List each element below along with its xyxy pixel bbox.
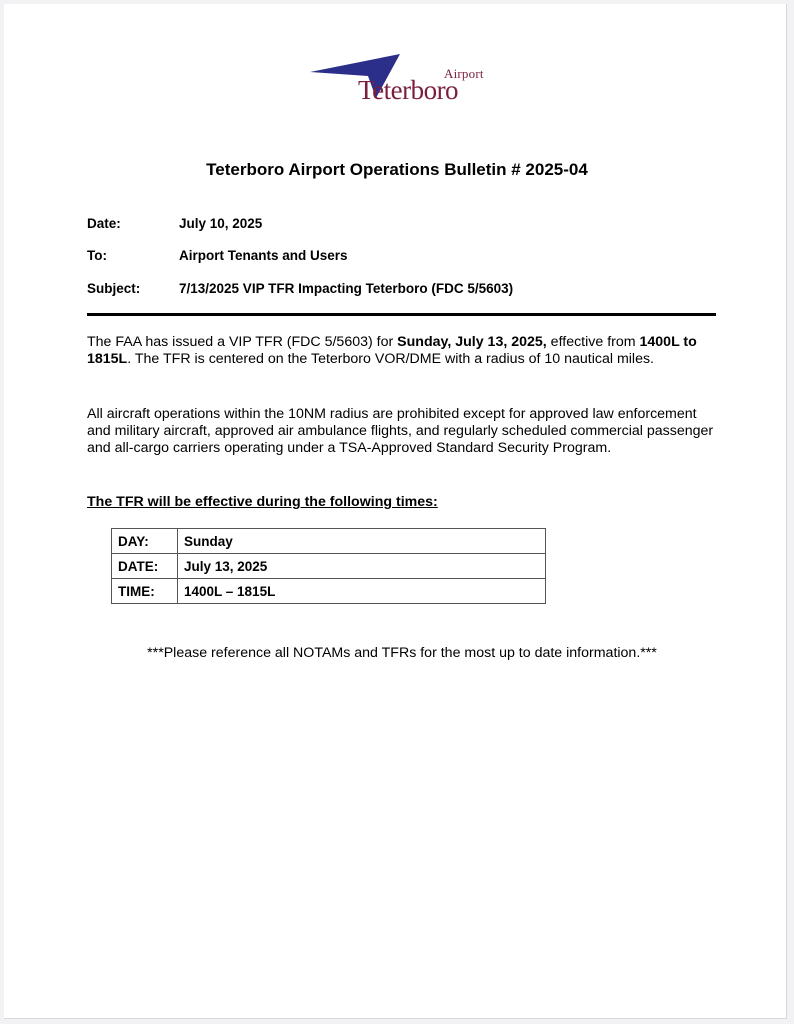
intro-time-bold: 1400L to 1815L — [87, 334, 697, 367]
row-value: July 13, 2025 — [178, 554, 546, 579]
to-value: Airport Tenants and Users — [179, 248, 348, 263]
header-to-row — [87, 248, 348, 263]
footer-note: ***Please reference all NOTAMs and TFRs for the most up to date information.*** — [147, 645, 657, 661]
intro-date-bold: Sunday, July 13, 2025, — [397, 334, 547, 350]
date-value: July 10, 2025 — [179, 216, 263, 231]
table-row — [112, 579, 546, 604]
row-label: TIME: — [112, 579, 178, 604]
logo-name-text: Teterboro — [358, 75, 459, 105]
schedule-table — [111, 528, 546, 604]
header-date-row — [87, 216, 262, 231]
restrictions-paragraph: All aircraft operations within the 10NM radius are prohibited except for approved law enforcement and military aircraft, approved air ambulance flights, and regularly scheduled commercial passenger and all-cargo carriers operating under a TSA-Approved Standard Security Program. — [87, 406, 714, 456]
header-subject-row — [87, 281, 513, 296]
row-value: 1400L – 1815L — [178, 579, 546, 604]
logo-airport-text: Airport — [444, 66, 484, 81]
row-label: DAY: — [112, 529, 178, 554]
row-value: Sunday — [178, 529, 546, 554]
to-label: To: — [87, 248, 107, 263]
row-label: DATE: — [112, 554, 178, 579]
intro-paragraph — [87, 334, 717, 368]
schedule-heading: The TFR will be effective during the following times: — [87, 494, 438, 510]
intro-text-2: effective from — [546, 334, 640, 350]
table-row — [112, 554, 546, 579]
table-row — [112, 529, 546, 554]
intro-text-3: . The TFR is centered on the Teterboro VOR/DME with a radius of 10 nautical miles. — [127, 351, 654, 367]
subject-label: Subject: — [87, 281, 141, 296]
bulletin-page — [4, 4, 787, 1019]
date-label: Date: — [87, 216, 121, 231]
header-divider — [87, 313, 716, 316]
subject-value: 7/13/2025 VIP TFR Impacting Teterboro (FDC 5/5603) — [179, 281, 514, 296]
intro-text-1: The FAA has issued a VIP TFR (FDC 5/5603) for — [87, 334, 398, 350]
page-title: Teterboro Airport Operations Bulletin # 2025-04 — [206, 160, 588, 179]
teterboro-airport-logo — [306, 50, 498, 108]
